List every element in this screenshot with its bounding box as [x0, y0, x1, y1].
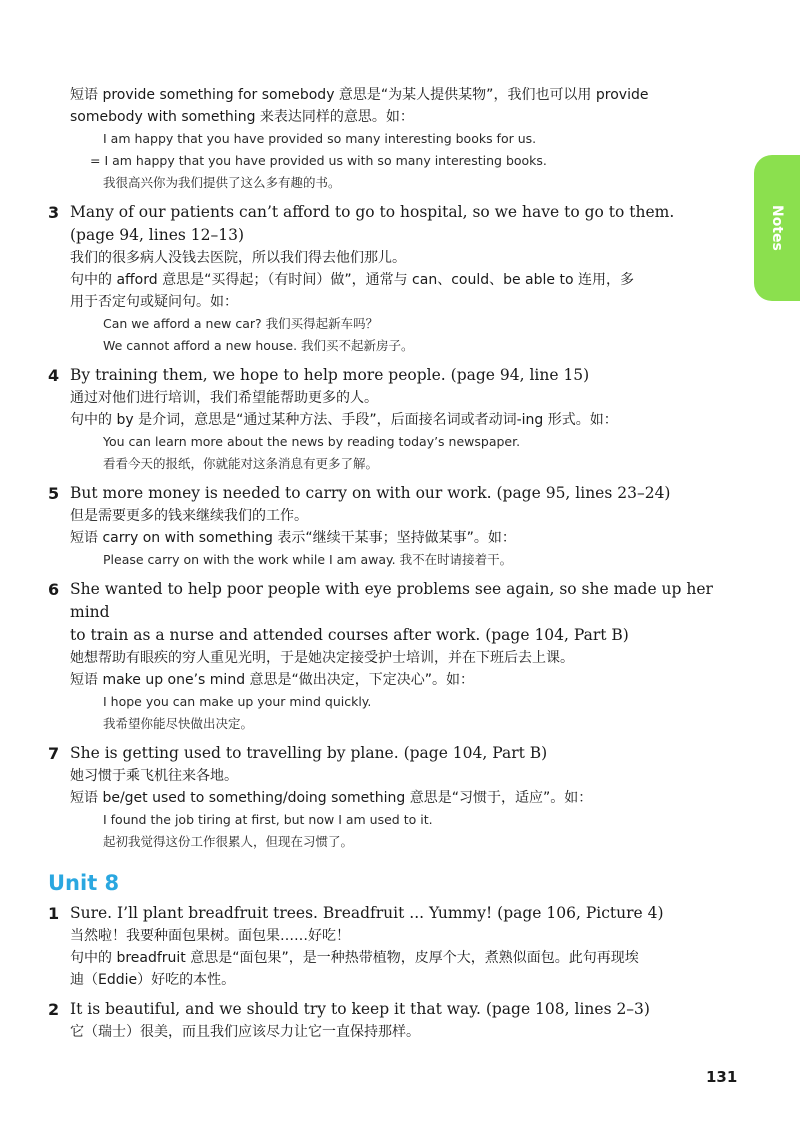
note-item	[48, 998, 738, 1043]
chinese-explanation: 句中的 by 是介词，意思是“通过某种方法、手段”，后面接名词或者动词-ing 形式。如：	[70, 412, 618, 428]
example-line: Can we afford a new car? 我们买得起新车吗？	[103, 316, 379, 331]
intro-line: somebody with something 来表达同样的意思。如：	[70, 109, 414, 125]
example-line: I hope you can make up your mind quickly.	[103, 694, 372, 709]
chinese-explanation: 当然啦！我要种面包果树。面包果……好吃！	[70, 928, 350, 944]
chinese-explanation: 短语 make up one’s mind 意思是“做出决定，下定决心”。如：	[70, 672, 475, 688]
chinese-explanation: 她想帮助有眼疾的穷人重见光明，于是她决定接受护士培训，并在下班后去上课。	[70, 650, 574, 666]
example-line: 看看今天的报纸，你就能对这条消息有更多了解。	[103, 456, 379, 471]
unit7-notes-list	[48, 201, 738, 853]
chinese-explanation: 短语 carry on with something 表示“继续干某事；坚持做某事”。如：	[70, 530, 516, 546]
example-line: Please carry on with the work while I am away. 我不在时请接着干。	[103, 552, 513, 567]
note-number: 1	[48, 904, 60, 923]
intro-line: 短语 provide something for somebody 意思是“为某人提供某物”，我们也可以用 provide	[70, 87, 649, 103]
chinese-explanation: 用于否定句或疑问句。如：	[70, 294, 238, 310]
note-number: 6	[48, 580, 60, 599]
page-number: 131	[706, 1068, 738, 1086]
example-line: 我希望你能尽快做出决定。	[103, 716, 254, 731]
note-item	[48, 201, 738, 357]
note-number: 5	[48, 484, 60, 503]
notes-content	[48, 84, 738, 1043]
example-line: 我很高兴你为我们提供了这么多有趣的书。	[103, 175, 341, 190]
english-sentence: She wanted to help poor people with eye problems see again, so she made up her mind	[70, 580, 713, 621]
english-sentence: Sure. I’ll plant breadfruit trees. Breadfruit ... Yummy! (page 106, Picture 4)	[70, 904, 664, 922]
note-item	[48, 578, 738, 735]
english-sentence: (page 94, lines 12–13)	[70, 226, 245, 244]
note-item	[48, 482, 738, 571]
english-sentence: Many of our patients can’t afford to go to hospital, so we have to go to them.	[70, 203, 675, 221]
example-line: You can learn more about the news by reading today’s newspaper.	[103, 434, 521, 449]
example-line: = I am happy that you have provided us with so many interesting books.	[90, 153, 547, 168]
english-sentence: But more money is needed to carry on with our work. (page 95, lines 23–24)	[70, 484, 671, 502]
example-line: I am happy that you have provided so many interesting books for us.	[103, 131, 537, 146]
chinese-explanation: 句中的 afford 意思是“买得起；（有时间）做”，通常与 can、could、be able to 连用，多	[70, 272, 634, 288]
chinese-explanation: 句中的 breadfruit 意思是“面包果”，是一种热带植物，皮厚个大，煮熟似面包。此句再现埃	[70, 950, 639, 966]
chinese-explanation: 我们的很多病人没钱去医院，所以我们得去他们那儿。	[70, 250, 406, 266]
english-sentence: She is getting used to travelling by plane. (page 104, Part B)	[70, 744, 548, 762]
english-sentence: By training them, we hope to help more people. (page 94, line 15)	[70, 366, 590, 384]
unit-heading: Unit 8	[48, 871, 120, 895]
chinese-explanation: 但是需要更多的钱来继续我们的工作。	[70, 508, 308, 524]
notes-tab-label: Notes	[769, 205, 785, 251]
chinese-explanation: 她习惯于乘飞机往来各地。	[70, 768, 238, 784]
example-line: We cannot afford a new house. 我们买不起新房子。	[103, 338, 414, 353]
note-item	[48, 902, 738, 991]
intro-block	[48, 84, 738, 194]
note-number: 4	[48, 366, 60, 385]
note-number: 3	[48, 203, 60, 222]
note-item	[48, 364, 738, 475]
example-line: 起初我觉得这份工作很累人，但现在习惯了。	[103, 834, 354, 849]
english-sentence: It is beautiful, and we should try to keep it that way. (page 108, lines 2–3)	[70, 1000, 650, 1018]
note-number: 7	[48, 744, 60, 763]
english-sentence: to train as a nurse and attended courses after work. (page 104, Part B)	[70, 626, 629, 644]
chinese-explanation: 它（瑞士）很美，而且我们应该尽力让它一直保持那样。	[70, 1024, 420, 1040]
chinese-explanation: 短语 be/get used to something/doing something 意思是“习惯于，适应”。如：	[70, 790, 593, 806]
chinese-explanation: 通过对他们进行培训，我们希望能帮助更多的人。	[70, 390, 378, 406]
chinese-explanation: 迪（Eddie）好吃的本性。	[70, 972, 236, 988]
example-line: I found the job tiring at first, but now I am used to it.	[103, 812, 433, 827]
note-number: 2	[48, 1000, 60, 1019]
unit8-notes-list	[48, 902, 738, 1043]
note-item	[48, 742, 738, 853]
